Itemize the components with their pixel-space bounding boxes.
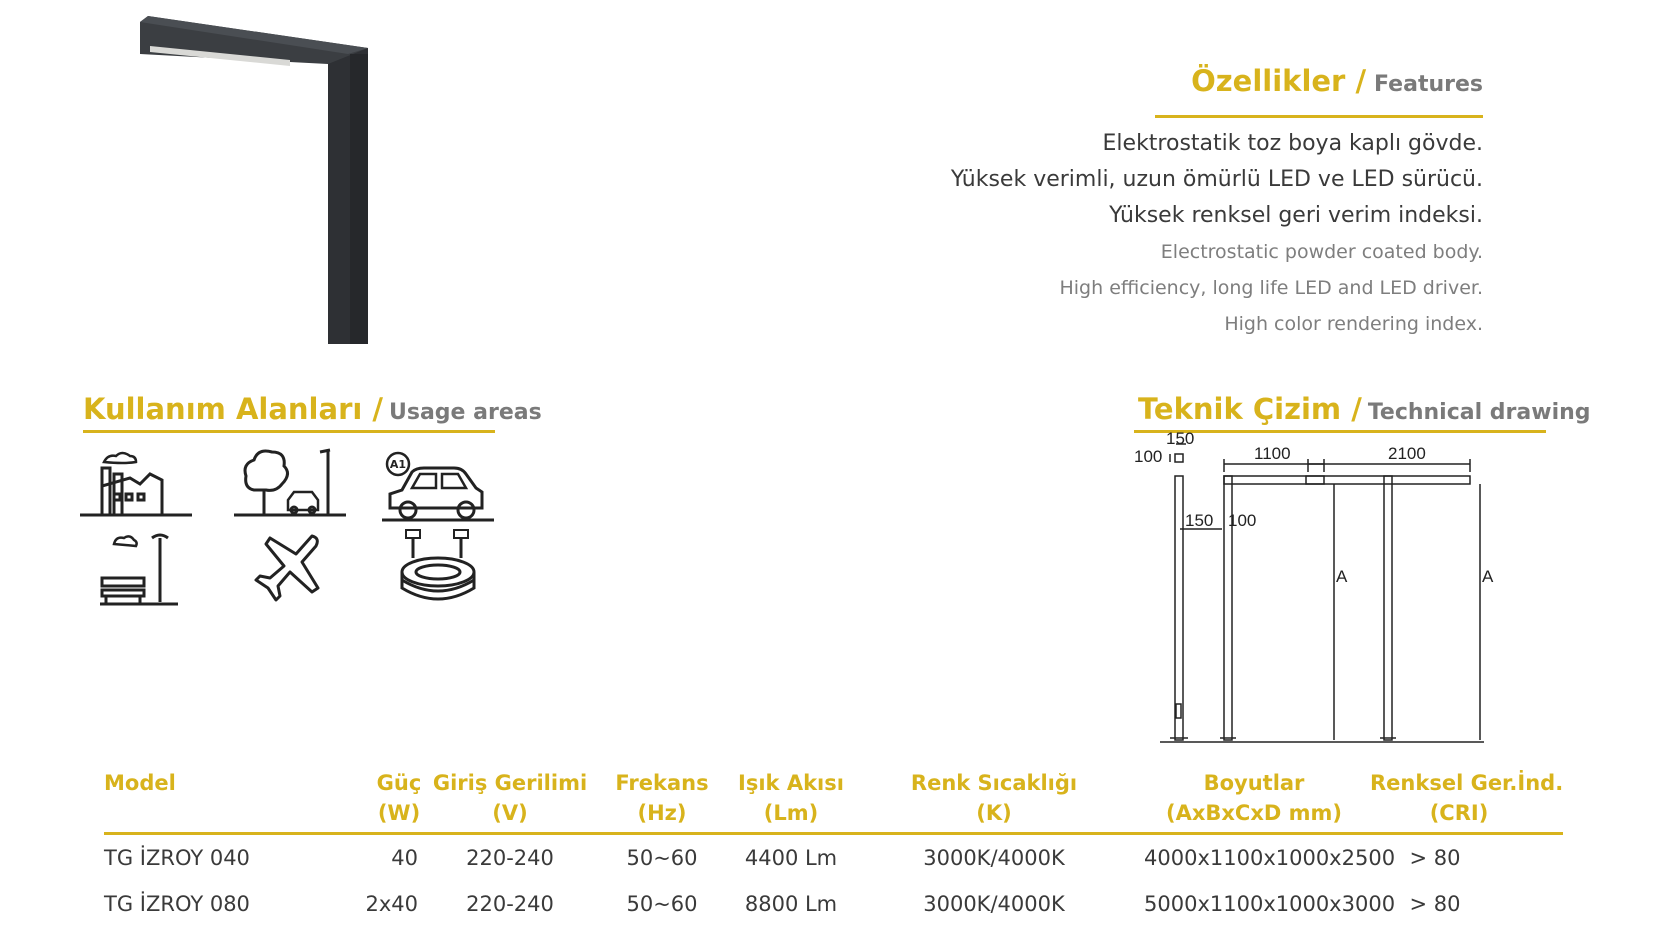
technical-drawing: [1134, 429, 1520, 754]
header-dimensions-l2: (AxBxCxD mm): [1165, 801, 1342, 825]
cell-luminous-flux: 4400 Lm: [744, 846, 838, 870]
cell-model: TG İZROY 080: [104, 892, 250, 916]
tech-title: Teknik Çizim /: [1138, 392, 1362, 426]
cell-voltage: 220-240: [466, 892, 554, 916]
cell-voltage: 220-240: [466, 846, 554, 870]
dim-height-a-2: A: [1482, 567, 1494, 586]
features-title: Özellikler /: [1191, 64, 1367, 98]
bench-lamp-icon: [100, 532, 178, 608]
header-voltage: [430, 768, 590, 828]
header-cri-l2: (CRI): [1429, 801, 1489, 825]
header-model-l1: Model: [104, 771, 176, 795]
table-row: [104, 846, 1564, 876]
features-heading: [1191, 64, 1483, 98]
header-color-temp-l2: (K): [976, 801, 1012, 825]
cell-cri: > 80: [1409, 892, 1461, 916]
features-divider: [1155, 115, 1483, 118]
feature-line-tr-3: Yüksek renksel geri verim indeksi.: [1109, 203, 1483, 228]
cell-cri: > 80: [1409, 846, 1461, 870]
usage-heading: [83, 392, 542, 426]
dim-height-a-1: A: [1336, 567, 1348, 586]
header-cri-l1: Renksel Ger.İnd.: [1370, 771, 1564, 795]
usage-divider: [83, 430, 495, 433]
features-list: [951, 126, 1483, 342]
stadium-icon: [398, 528, 480, 610]
cell-color-temp: 3000K/4000K: [923, 846, 1065, 870]
tech-subtitle: Technical drawing: [1367, 400, 1591, 425]
header-model: [104, 768, 224, 798]
car-icon: [382, 452, 494, 524]
dim-top-height: 100: [1134, 447, 1163, 466]
table-row: [104, 892, 1564, 922]
cell-power: 40: [391, 846, 418, 870]
feature-line-en-2: High efficiency, long life LED and LED driver.: [1059, 277, 1483, 299]
cell-frequency: 50~60: [626, 892, 698, 916]
tech-heading: [1138, 392, 1591, 426]
tech-divider: [1134, 430, 1546, 433]
park-parking-icon: [234, 446, 346, 520]
cell-luminous-flux: 8800 Lm: [744, 892, 838, 916]
dim-pole-width: 150: [1185, 511, 1214, 530]
airplane-icon: [254, 532, 326, 608]
usage-title: Kullanım Alanları /: [83, 392, 383, 426]
header-power-l2: (W): [377, 801, 421, 825]
header-power-l1: Güç: [376, 771, 422, 795]
header-voltage-l1: Giriş Gerilimi: [432, 771, 588, 795]
header-dimensions: [1164, 768, 1344, 828]
header-dimensions-l1: Boyutlar: [1203, 771, 1305, 795]
feature-line-en-3: High color rendering index.: [1224, 313, 1483, 335]
cell-power: 2x40: [365, 892, 418, 916]
features-subtitle: Features: [1374, 72, 1483, 97]
header-voltage-l2: (V): [492, 801, 528, 825]
product-image: [140, 14, 380, 359]
usage-subtitle: Usage areas: [389, 400, 542, 425]
dim-pole-depth: 100: [1228, 511, 1257, 530]
header-color-temp: [904, 768, 1084, 828]
cell-model: TG İZROY 040: [104, 846, 250, 870]
header-luminous-flux-l1: Işık Akısı: [738, 771, 844, 795]
header-frequency-l2: (Hz): [637, 801, 687, 825]
header-luminous-flux: [726, 768, 856, 828]
car-badge: A1: [389, 458, 407, 471]
factory-icon: [80, 448, 192, 520]
dim-double-arm-length: 2100: [1388, 444, 1426, 463]
dim-top-width: 150: [1166, 429, 1195, 448]
header-luminous-flux-l2: (Lm): [763, 801, 819, 825]
feature-line-tr-1: Elektrostatik toz boya kaplı gövde.: [1102, 131, 1483, 156]
dim-arm-length: 1100: [1254, 444, 1291, 463]
header-cri: [1370, 768, 1564, 828]
header-frequency: [602, 768, 722, 828]
header-frequency-l1: Frekans: [615, 771, 709, 795]
cell-color-temp: 3000K/4000K: [923, 892, 1065, 916]
feature-line-en-1: Electrostatic powder coated body.: [1160, 241, 1483, 263]
cell-frequency: 50~60: [626, 846, 698, 870]
header-color-temp-l1: Renk Sıcaklığı: [910, 771, 1078, 795]
cell-dimensions: 5000x1100x1000x3000: [1144, 892, 1396, 916]
feature-line-tr-2: Yüksek verimli, uzun ömürlü LED ve LED sürücü.: [950, 167, 1483, 192]
table-divider: [104, 832, 1563, 835]
cell-dimensions: 4000x1100x1000x2500: [1144, 846, 1396, 870]
